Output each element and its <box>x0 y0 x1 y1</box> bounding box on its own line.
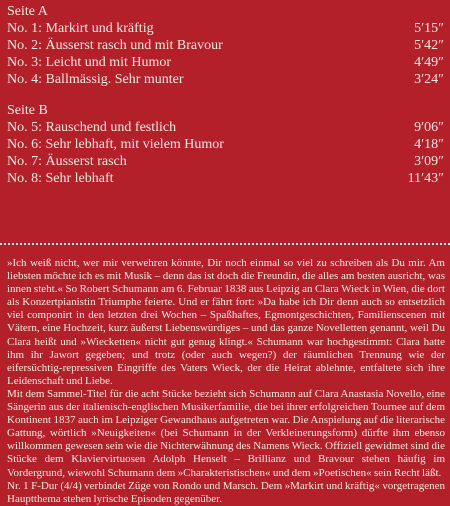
track-title: No. 6: Sehr lebhaft, mit vielem Humor <box>7 137 224 152</box>
liner-paragraph: Nr. 1 F-Dur (4/4) verbindet Züge von Rondo und Marsch. Dem »Markirt und kräftig« vorgetragenen Hauptthema stehen lyrische Episoden gegenüber. <box>7 479 445 505</box>
track-title: No. 3: Leicht und mit Humor <box>7 55 172 70</box>
track-duration: 5′15″ <box>414 21 444 36</box>
track-duration: 5′42″ <box>414 38 444 53</box>
track-row <box>7 72 445 89</box>
section-gap <box>7 89 445 103</box>
track-row <box>7 171 445 188</box>
track-duration: 3′24″ <box>414 72 444 87</box>
liner-notes <box>7 257 445 506</box>
track-row <box>7 55 445 72</box>
track-duration: 4′49″ <box>414 55 444 70</box>
track-duration: 11′43″ <box>407 171 444 186</box>
track-title: No. 8: Sehr lebhaft <box>7 171 114 186</box>
track-row <box>7 21 445 38</box>
track-row <box>7 38 445 55</box>
track-title: No. 1: Markirt und kräftig <box>7 21 154 36</box>
track-row <box>7 154 445 171</box>
track-title: No. 4: Ballmässig. Sehr munter <box>7 72 184 87</box>
liner-paragraph: Mit dem Sammel-Titel für die acht Stücke bezieht sich Schumann auf Clara Anastasia Novello, eine Sängerin aus der italienisch-englischen Musikerfamilie, die bei ihrer erfolgreichen Tournee auf dem Kontinent 1837 auch im Leipziger Gewandhaus aufgetreten war. Die Anspielung auf die literarische Gattung, wörtlich »Neuigkeiten« (bei Schumann in der Verkleinerungsform) dürfte ihm ebenso willkommen gewesen sein wie die Nichterwähnung des Namens Wieck. Offiziell gewidmet sind die Stücke dem Klaviervirtuosen Adolph Henselt – Brillianz und Bravour stehen häufig im Vordergrund, wiewohl Schumann dem »Charakteristischen« und dem »Poetischen« sein Recht läßt. <box>7 387 445 479</box>
liner-paragraph: »Ich weiß nicht, wer mir verwehren könnte, Dir noch einmal so viel zu schreiben als Du mir. Am liebsten möchte ich es mit Musik – denn das ist doch die Freundin, die alles am besten ausricht, was innen steht.« So Robert Schumann am 6. Februar 1838 aus Leipzig an Clara Wieck in Wien, die dort als Konzertpianistin Triumphe feierte. Und er fährt fort: »Da habe ich Dir denn auch so entsetzlich viel componirt in den letzten drei Wochen – Spaßhaftes, Egmontgeschichten, Familienscenen mit Vätern, eine Hochzeit, kurz äußerst Liebenswürdiges – und das ganze Novelletten genannt, weil Du Clara heißt und »Wiecketten« nicht gut genug klingt.« Schumann war hochgestimmt: Clara hatte ihm ihr Jawort gegeben; und trotz (oder auch wegen?) der räumlichen Trennung wie der eifersüchtig-repressiven Eingriffe des Vaters Wieck, der die Heirat ablehnte, entfaltete sich ihre Leidenschaft und Liebe. <box>7 257 445 387</box>
track-title: No. 2: Äusserst rasch und mit Bravour <box>7 38 223 53</box>
track-row <box>7 137 445 154</box>
track-title: No. 7: Äusserst rasch <box>7 154 127 169</box>
side-a-title: Seite A <box>7 4 48 19</box>
track-title: No. 5: Rauschend und festlich <box>7 120 177 135</box>
track-duration: 4′18″ <box>414 137 444 152</box>
track-row <box>7 120 445 137</box>
track-duration: 9′06″ <box>414 120 444 135</box>
dotted-divider <box>0 243 450 245</box>
tracklist <box>7 4 445 188</box>
track-duration: 3′09″ <box>414 154 444 169</box>
side-b-title: Seite B <box>7 103 48 118</box>
